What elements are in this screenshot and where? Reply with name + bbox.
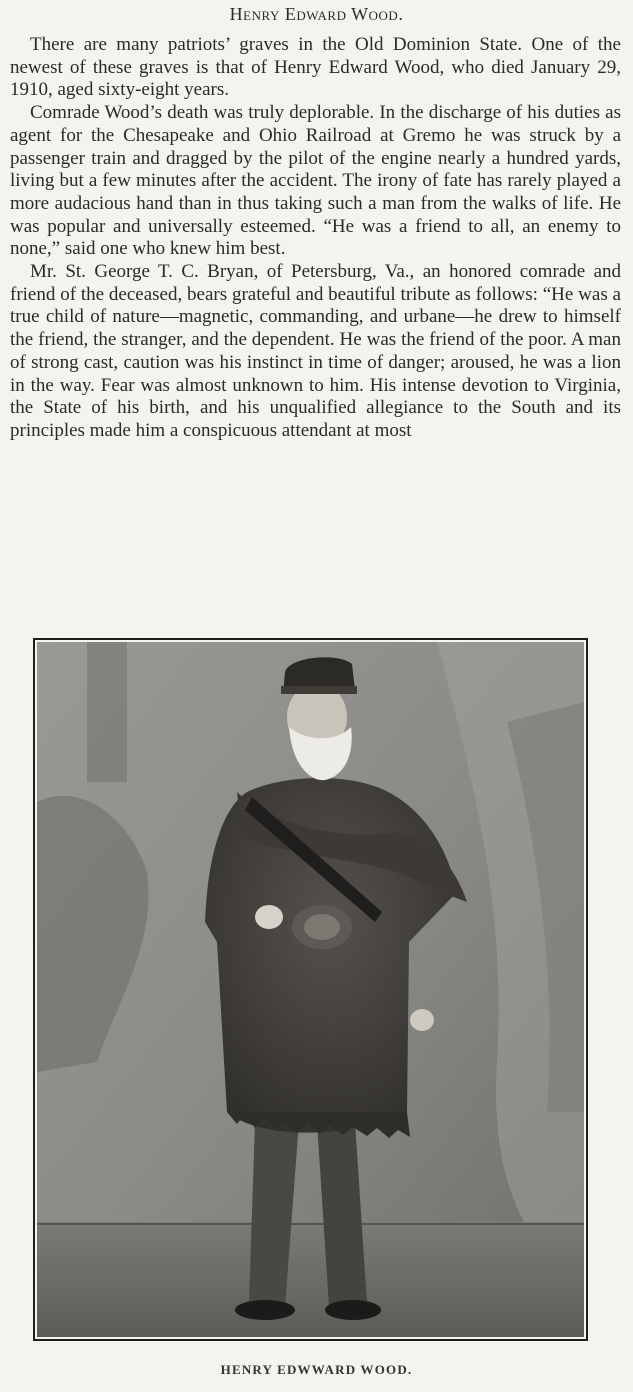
paragraph-1: There are many patriots’ graves in the Old Dominion State. One of the newest of these graves is that of Henry Edward Wood, who died January 29, 1910, aged sixty-eight years. [10, 34, 621, 101]
photo-caption: HENRY EDWWARD WOOD. [220, 1362, 413, 1377]
article-body [10, 34, 621, 443]
article-heading: Henry Edward Wood. [229, 4, 404, 24]
portrait-photo [33, 638, 588, 1341]
paragraph-2: Comrade Wood’s death was truly deplorable. In the discharge of his duties as agent for the Chesapeake and Ohio Railroad at Gremo he was struck by a passenger train and dragged by the pilot of the engine nearly a hundred yards, living but a few minutes after the accident. The irony of fate has rarely played a more audacious hand than in thus taking such a man from the walks of life. He was popular and universally esteemed. “He was a friend to all, an enemy to none,” said one who knew him best. [10, 102, 621, 260]
paragraph-3: Mr. St. George T. C. Bryan, of Petersburg, Va., an honored comrade and friend of the deceased, bears grateful and beautiful tribute as follows: “He was a true child of nature—magnetic, commanding, and urbane—he drew to himself the friend, the stranger, and the dependent. He was the friend of the poor. A man of strong cast, caution was his instinct in time of danger; aroused, he was a lion in the way. Fear was almost unknown to him. His intense devotion to Virginia, the State of his birth, and his unqualified allegiance to the South and its principles made him a conspicuous attendant at most [10, 261, 621, 441]
portrait-image [37, 642, 584, 1337]
